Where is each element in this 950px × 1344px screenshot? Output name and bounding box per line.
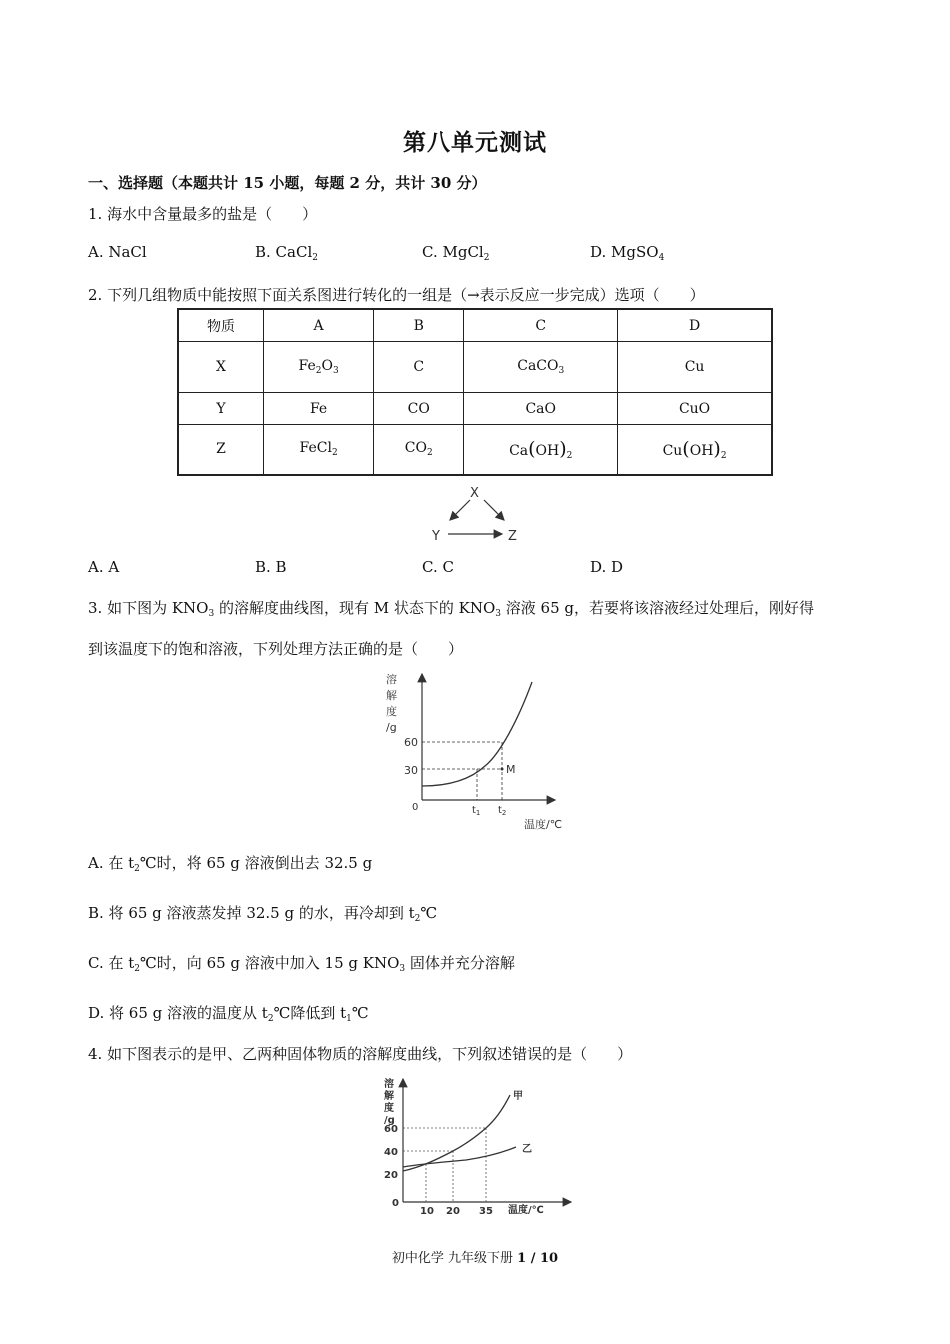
- table-cell: CuO: [618, 393, 772, 425]
- series-label-jia: 甲: [513, 1091, 523, 1102]
- y-axis-label-char: /g: [384, 1115, 395, 1126]
- y-tick-label: 20: [384, 1170, 398, 1181]
- y-tick-label: 30: [404, 764, 418, 777]
- table-cell: CaO: [464, 393, 618, 425]
- q1-option-c[interactable]: C. MgCl$_2$: [422, 243, 490, 263]
- q1-option-d[interactable]: D. MgSO$_4$: [590, 243, 665, 263]
- table-header-cell: 物质: [178, 309, 264, 342]
- series-label-yi: 乙: [522, 1144, 532, 1155]
- x-axis-label: 温度/℃: [508, 1205, 544, 1215]
- diagram-node-y: Y: [432, 529, 440, 544]
- question-3-stem-line2: 到该温度下的饱和溶液，下列处理方法正确的是（ ）: [88, 640, 464, 658]
- y-tick-label: 60: [384, 1124, 398, 1135]
- y-axis-label-char: 度: [386, 705, 397, 718]
- y-axis-label-char: /g: [386, 721, 397, 734]
- q3-option-c[interactable]: C. 在 $t_2℃$时，向 65 g 溶液中加入 15 g $KNO_3$ 固体并充分溶解: [88, 954, 515, 974]
- table-cell: Z: [178, 425, 264, 475]
- question-1-stem: 1. 海水中含量最多的盐是（ ）: [88, 205, 318, 223]
- table-cell: $Cu(OH)_2$: [618, 425, 772, 475]
- q2-option-d[interactable]: D. D: [590, 558, 624, 576]
- page-title: 第八单元测试: [403, 129, 547, 156]
- table-cell: Y: [178, 393, 264, 425]
- table-header-row: [178, 309, 772, 342]
- table-cell: $Ca(OH)_2$: [464, 425, 618, 475]
- q2-option-c[interactable]: C. C: [422, 558, 454, 576]
- page-footer: 初中化学 九年级下册 1 / 10: [391, 1251, 559, 1266]
- table-cell: $CO_2$: [374, 425, 464, 475]
- table-header-cell: C: [464, 309, 618, 342]
- y-tick-label: 40: [384, 1147, 398, 1158]
- arrow-x-to-y: [450, 500, 470, 520]
- q2-option-b[interactable]: B. B: [255, 558, 287, 576]
- table-row: [178, 342, 772, 393]
- origin-label: 0: [412, 802, 419, 813]
- y-axis-label-char: 度: [384, 1103, 394, 1114]
- x-axis-label: 温度/℃: [524, 818, 563, 831]
- y-axis-label-char: 溶: [386, 673, 397, 686]
- arrow-x-to-z: [484, 500, 504, 520]
- y-tick-label: 60: [404, 736, 418, 749]
- section-heading: 一、选择题（本题共计 15 小题，每题 2 分，共计 30 分）: [88, 174, 487, 192]
- point-m-label: M: [506, 763, 516, 776]
- q2-option-a[interactable]: A. A: [88, 558, 120, 576]
- table-cell: CO: [374, 393, 464, 425]
- x-tick-t2: $t_2$: [498, 805, 507, 817]
- diagram-node-z: Z: [508, 529, 517, 544]
- kno3-solubility-graph: [380, 668, 580, 834]
- question-3-stem: 3. 如下图为 $KNO_3$ 的溶解度曲线图，现有 M 状态下的 $KNO_3$ 溶液 65 g，若要将该溶液经过处理后，刚好得: [88, 599, 815, 619]
- origin-label: 0: [392, 1198, 399, 1209]
- y-axis-label-char: 溶: [384, 1079, 394, 1090]
- q1-option-b[interactable]: B. CaCl$_2$: [255, 243, 318, 263]
- conversion-diagram: [420, 482, 530, 544]
- x-tick-label: 10: [420, 1206, 434, 1215]
- table-cell: C: [374, 342, 464, 393]
- x-tick-label: 20: [446, 1206, 460, 1215]
- q3-option-d[interactable]: D. 将 65 g 溶液的温度从 $t_2℃$降低到 $t_1℃$: [88, 1004, 369, 1024]
- page-number: 1 / 10: [517, 1251, 559, 1266]
- table-cell: Fe: [264, 393, 374, 425]
- table-header-cell: A: [264, 309, 374, 342]
- x-tick-t1: $t_1$: [472, 805, 481, 817]
- table-cell: CaCO$_3$: [464, 342, 618, 393]
- y-axis-label-char: 解: [386, 689, 397, 702]
- table-header-cell: B: [374, 309, 464, 342]
- y-axis-label-char: 解: [384, 1091, 394, 1102]
- table-cell: Cu: [618, 342, 772, 393]
- table-cell: X: [178, 342, 264, 393]
- table-cell: $Fe_2O_3$: [264, 342, 374, 393]
- x-tick-label: 35: [479, 1206, 493, 1215]
- q3-option-a[interactable]: A. 在 $t_2℃$时，将 65 g 溶液倒出去 32.5 g: [88, 854, 373, 874]
- table-cell: FeCl$_2$: [264, 425, 374, 475]
- curve-yi: [403, 1147, 516, 1167]
- state-point-m: [501, 768, 504, 771]
- q3-option-b[interactable]: B. 将 65 g 溶液蒸发掉 32.5 g 的水，再冷却到 $t_2℃$: [88, 904, 438, 924]
- table-header-cell: D: [618, 309, 772, 342]
- diagram-node-x: X: [470, 486, 479, 501]
- question-2-stem: 2. 下列几组物质中能按照下面关系图进行转化的一组是（→表示反应一步完成）选项（ ）: [88, 286, 705, 304]
- table-row: [178, 393, 772, 425]
- substance-table: [177, 308, 773, 476]
- two-substance-solubility-graph: [376, 1075, 576, 1215]
- question-4-stem: 4. 如下图表示的是甲、乙两种固体物质的溶解度曲线，下列叙述错误的是（ ）: [88, 1045, 633, 1063]
- table-row: [178, 425, 772, 475]
- q1-option-a[interactable]: A. NaCl: [88, 243, 147, 261]
- curve-jia: [403, 1095, 510, 1171]
